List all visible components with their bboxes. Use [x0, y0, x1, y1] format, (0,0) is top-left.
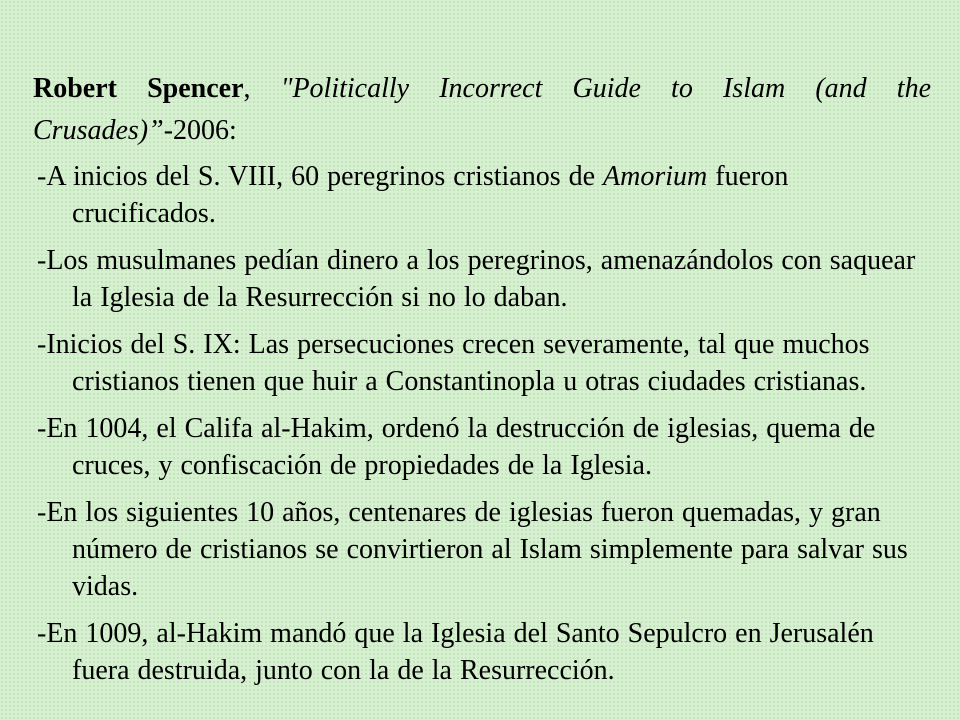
citation-work-title: "Politically Incorrect Guide to Islam (and the Crusades)”: [33, 73, 931, 146]
citation-author: Robert Spencer: [33, 73, 244, 104]
bullet-item-2: -Los musulmanes pedían dinero a los peregrinos, amenazándolos con saquear la Iglesia de la Resurrección si no lo daban.: [37, 245, 916, 313]
bullet-item-6: -En 1009, al-Hakim mandó que la Iglesia del Santo Sepulcro en Jerusalén fuera destruida, junto con la de la Resurrección.: [37, 618, 874, 686]
bullet-list: [37, 158, 937, 699]
bullet-1-emphasis: Amorium: [603, 161, 708, 192]
bullet-1-text-post: fueron crucificados.: [72, 161, 789, 229]
citation-separator: ,: [243, 73, 281, 104]
bullet-1-text-pre: -A inicios del S. VIII, 60 peregrinos cristianos de: [37, 161, 604, 192]
bullet-item-3: -Inicios del S. IX: Las persecuciones crecen severamente, tal que muchos cristianos tienen que huir a Constantinopla u otras ciudades cristianas.: [37, 329, 870, 397]
citation-heading: [33, 68, 931, 152]
bullet-item-4: -En 1004, el Califa al-Hakim, ordenó la destrucción de iglesias, quema de cruces, y confiscación de propiedades de la Iglesia.: [37, 413, 876, 481]
citation-year: -2006:: [163, 115, 237, 146]
bullet-item-5: -En los siguientes 10 años, centenares de iglesias fueron quemadas, y gran número de cristianos se convirtieron al Islam simplemente para salvar sus vidas.: [37, 497, 908, 602]
bullet-item-1: [37, 158, 937, 232]
